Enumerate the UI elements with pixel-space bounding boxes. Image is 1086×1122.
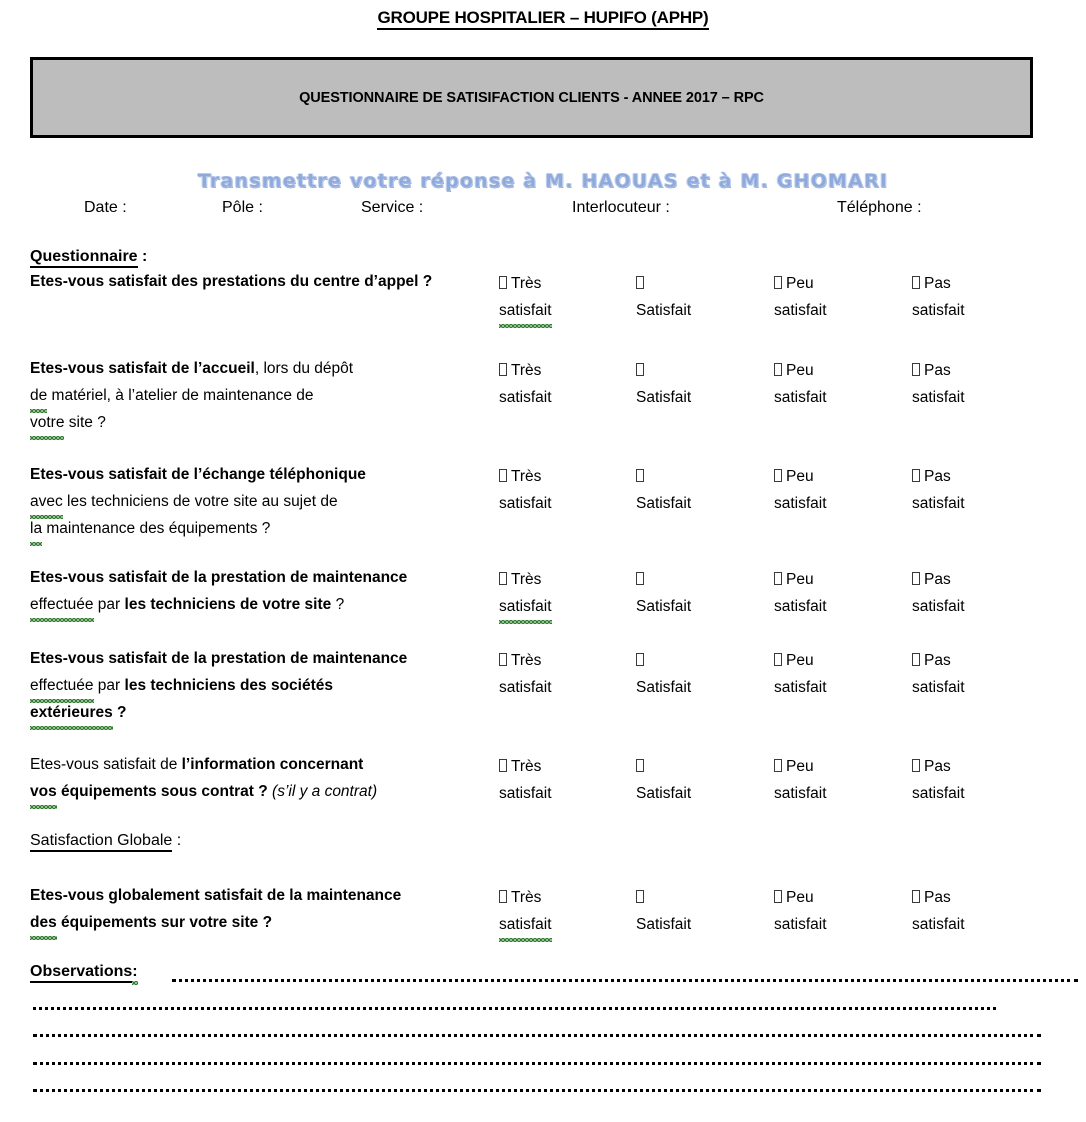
- option-pas-satisfait[interactable]: [912, 647, 965, 701]
- option-label-line1: Très: [511, 889, 542, 906]
- observation-dotted-line[interactable]: [33, 991, 996, 1010]
- option-pas-satisfait[interactable]: [912, 357, 965, 411]
- checkbox-empty-icon[interactable]: [774, 890, 782, 903]
- option-label-line1: Pas: [924, 758, 951, 775]
- option-label-line2: satisfait: [912, 916, 965, 933]
- option-label-line1: Pas: [924, 468, 951, 485]
- option-satisfait[interactable]: [636, 566, 691, 620]
- option-tres-satisfait[interactable]: [499, 647, 552, 701]
- misspelled-word: satisfait: [499, 593, 552, 620]
- option-label-line2: satisfait: [774, 785, 827, 802]
- question-text-run: Etes-vous satisfait de la prestation de maintenance: [30, 569, 408, 586]
- option-label-line2: satisfait: [912, 389, 965, 406]
- option-label-line2: satisfait: [499, 495, 552, 512]
- checkbox-empty-icon[interactable]: [636, 469, 644, 482]
- section-heading-globale: [30, 832, 181, 850]
- misspelled-word: vos: [30, 778, 57, 805]
- page-title: [0, 8, 1086, 28]
- option-label-line2: satisfait: [774, 495, 827, 512]
- checkbox-empty-icon[interactable]: [499, 653, 507, 666]
- option-label-line1: Très: [511, 468, 542, 485]
- option-label-line2: satisfait: [774, 389, 827, 406]
- question-text-run: maintenance des équipements ?: [42, 520, 271, 537]
- observation-dotted-line[interactable]: [33, 1073, 1041, 1092]
- option-satisfait[interactable]: [636, 357, 691, 411]
- misspelled-word: effectuée: [30, 672, 94, 699]
- option-label-line1: Très: [511, 571, 542, 588]
- question-text-run: ?: [112, 704, 127, 721]
- option-label-line2: Satisfait: [636, 679, 692, 696]
- option-label-line2: Satisfait: [636, 916, 692, 933]
- question-text-run: les techniciens de votre site au sujet de: [62, 493, 338, 510]
- checkbox-empty-icon[interactable]: [912, 890, 920, 903]
- form-fields-row: [0, 199, 1086, 223]
- option-label-line2: Satisfait: [636, 302, 692, 319]
- question-text-run: ?: [331, 596, 345, 613]
- question-text-run: site ?: [64, 414, 106, 431]
- answer-options-q4: [0, 566, 1086, 622]
- question-text-run: les techniciens de votre site: [124, 596, 332, 613]
- option-tres-satisfait[interactable]: [499, 753, 552, 807]
- option-label-line2: satisfait: [912, 495, 965, 512]
- option-label-line1: Peu: [786, 571, 814, 588]
- observation-dotted-line[interactable]: [172, 963, 1078, 982]
- checkbox-empty-icon[interactable]: [912, 759, 920, 772]
- banner-box: [30, 57, 1033, 138]
- question-text-run: (s’il y a contrat): [272, 783, 378, 800]
- misspelled-word: avec: [30, 488, 63, 515]
- question-text-run: par: [93, 677, 125, 694]
- question-text-run: Etes-vous satisfait des prestations du centre d’appel ?: [30, 273, 433, 290]
- checkbox-empty-icon[interactable]: [774, 759, 782, 772]
- question-text-run: équipements sous contrat ?: [56, 783, 273, 800]
- option-label-line1: Pas: [924, 652, 951, 669]
- option-label-line2: satisfait: [912, 679, 965, 696]
- misspelled-word: satisfait: [499, 911, 552, 938]
- checkbox-empty-icon[interactable]: [636, 653, 644, 666]
- option-label-line2: [499, 911, 552, 938]
- option-tres-satisfait[interactable]: [499, 884, 552, 938]
- checkbox-empty-icon[interactable]: [774, 469, 782, 482]
- option-pas-satisfait[interactable]: [912, 566, 965, 620]
- section-heading-observations: [30, 963, 138, 981]
- checkbox-empty-icon[interactable]: [912, 653, 920, 666]
- misspelled-word: votre: [30, 409, 64, 436]
- checkbox-empty-icon[interactable]: [774, 653, 782, 666]
- answer-options-q2: [0, 357, 1086, 413]
- checkbox-empty-icon[interactable]: [636, 572, 644, 585]
- banner-title: QUESTIONNAIRE DE SATISIFACTION CLIENTS - ANNEE 2017 – RPC: [299, 90, 764, 106]
- checkbox-empty-icon[interactable]: [912, 469, 920, 482]
- checkbox-empty-icon[interactable]: [636, 363, 644, 376]
- field-label-pole: Pôle :: [222, 199, 263, 216]
- option-label-line1: Très: [511, 652, 542, 669]
- misspelled-word: satisfait: [499, 297, 552, 324]
- section-heading-questionnaire-label: Questionnaire: [30, 248, 138, 268]
- option-label-line2: satisfait: [912, 302, 965, 319]
- field-label-telephone: Téléphone :: [837, 199, 922, 216]
- option-label-line2: satisfait: [499, 785, 552, 802]
- option-pas-satisfait[interactable]: [912, 884, 965, 938]
- option-satisfait[interactable]: [636, 647, 691, 701]
- section-heading-globale-label: Satisfaction Globale: [30, 832, 172, 852]
- checkbox-empty-icon[interactable]: [636, 276, 644, 289]
- checkbox-empty-icon[interactable]: [636, 890, 644, 903]
- checkbox-empty-icon[interactable]: [774, 572, 782, 585]
- option-label-line1: Pas: [924, 275, 951, 292]
- option-tres-satisfait[interactable]: [499, 463, 552, 517]
- option-label-line1: Pas: [924, 889, 951, 906]
- answer-options-q7: [0, 884, 1086, 940]
- option-peu-satisfait[interactable]: [774, 753, 827, 807]
- misspelled-word: extérieures: [30, 699, 113, 726]
- option-label-line2: [499, 593, 552, 620]
- option-peu-satisfait[interactable]: [774, 566, 827, 620]
- checkbox-empty-icon[interactable]: [774, 363, 782, 376]
- field-label-service: Service :: [361, 199, 424, 216]
- question-line: [30, 515, 500, 542]
- option-label-line2: satisfait: [774, 679, 827, 696]
- misspelled-word: effectuée: [30, 591, 94, 618]
- question-text-run: Etes-vous satisfait de l’accueil: [30, 360, 255, 377]
- answer-options-q6: [0, 753, 1086, 809]
- question-text-run: Etes-vous satisfait de l’échange téléphonique: [30, 466, 366, 483]
- option-peu-satisfait[interactable]: [774, 357, 827, 411]
- question-text-run: Etes-vous satisfait de la prestation de maintenance: [30, 650, 408, 667]
- option-tres-satisfait[interactable]: [499, 270, 552, 324]
- option-label-line2: satisfait: [499, 389, 552, 406]
- option-label-line2: satisfait: [912, 598, 965, 615]
- option-label-line1: Très: [511, 275, 542, 292]
- checkbox-empty-icon[interactable]: [499, 572, 507, 585]
- section-heading-globale-colon: :: [172, 832, 182, 849]
- question-line: [30, 699, 500, 726]
- question-text-run: Etes-vous globalement satisfait de la maintenance: [30, 887, 402, 904]
- observation-dotted-line[interactable]: [33, 1046, 1041, 1065]
- option-satisfait[interactable]: [636, 753, 691, 807]
- question-text-run: , lors du dépôt: [254, 360, 354, 377]
- option-label-line2: Satisfait: [636, 598, 692, 615]
- answer-options-q3: [0, 463, 1086, 519]
- checkbox-empty-icon[interactable]: [499, 890, 507, 903]
- checkbox-empty-icon[interactable]: [499, 469, 507, 482]
- question-text-run: les techniciens des sociétés: [124, 677, 334, 694]
- option-satisfait[interactable]: [636, 463, 691, 517]
- option-label-line1: Pas: [924, 362, 951, 379]
- observation-dotted-line[interactable]: [33, 1018, 1041, 1037]
- option-label-line2: Satisfait: [636, 785, 692, 802]
- checkbox-empty-icon[interactable]: [912, 572, 920, 585]
- misspelled-word: la: [30, 515, 42, 542]
- option-label-line2: satisfait: [774, 302, 827, 319]
- option-label-line2: satisfait: [912, 785, 965, 802]
- option-label-line2: [499, 297, 552, 324]
- misspelled-word: des: [30, 909, 57, 936]
- option-tres-satisfait[interactable]: [499, 357, 552, 411]
- section-heading-observations-label: Observations: [30, 963, 132, 983]
- option-label-line2: Satisfait: [636, 389, 692, 406]
- question-text-run: par: [93, 596, 125, 613]
- misspelled-word: de: [30, 382, 47, 409]
- checkbox-empty-icon[interactable]: [774, 276, 782, 289]
- option-label-line1: Peu: [786, 275, 814, 292]
- section-heading-questionnaire: [30, 248, 147, 266]
- section-heading-observations-colon: :: [132, 963, 138, 980]
- checkbox-empty-icon[interactable]: [499, 759, 507, 772]
- question-text-run: équipements sur votre site ?: [56, 914, 273, 931]
- checkbox-empty-icon[interactable]: [636, 759, 644, 772]
- question-text-run: matériel, à l’atelier de maintenance de: [47, 387, 314, 404]
- field-label-date: Date :: [84, 199, 127, 216]
- option-pas-satisfait[interactable]: [912, 270, 965, 324]
- option-peu-satisfait[interactable]: [774, 884, 827, 938]
- checkbox-empty-icon[interactable]: [499, 363, 507, 376]
- option-label-line1: Peu: [786, 889, 814, 906]
- option-label-line1: Peu: [786, 652, 814, 669]
- option-satisfait[interactable]: [636, 884, 691, 938]
- question-line: [30, 409, 500, 436]
- option-tres-satisfait[interactable]: [499, 566, 552, 620]
- page-title-text: GROUPE HOSPITALIER – HUPIFO (APHP): [377, 8, 708, 30]
- question-text-run: Etes-vous satisfait de: [30, 756, 182, 773]
- option-label-line2: satisfait: [774, 598, 827, 615]
- answer-options-q5: [0, 647, 1086, 703]
- instruction-wordart: Transmettre votre réponse à M. HAOUAS et à M. GHOMARI: [197, 170, 889, 192]
- option-label-line1: Peu: [786, 468, 814, 485]
- option-satisfait[interactable]: [636, 270, 691, 324]
- option-label-line1: Peu: [786, 758, 814, 775]
- option-pas-satisfait[interactable]: [912, 463, 965, 517]
- checkbox-empty-icon[interactable]: [912, 363, 920, 376]
- option-label-line2: satisfait: [774, 916, 827, 933]
- option-peu-satisfait[interactable]: [774, 463, 827, 517]
- section-heading-questionnaire-colon: :: [137, 248, 148, 265]
- field-label-interlocuteur: Interlocuteur :: [572, 199, 670, 216]
- checkbox-empty-icon[interactable]: [499, 276, 507, 289]
- option-peu-satisfait[interactable]: [774, 270, 827, 324]
- answer-options-q1: [0, 270, 1086, 326]
- option-label-line1: Très: [511, 362, 542, 379]
- option-label-line1: Pas: [924, 571, 951, 588]
- checkbox-empty-icon[interactable]: [912, 276, 920, 289]
- option-peu-satisfait[interactable]: [774, 647, 827, 701]
- question-text-run: l’information concernant: [181, 756, 364, 773]
- option-label-line2: Satisfait: [636, 495, 692, 512]
- option-pas-satisfait[interactable]: [912, 753, 965, 807]
- option-label-line1: Très: [511, 758, 542, 775]
- option-label-line2: satisfait: [499, 679, 552, 696]
- option-label-line1: Peu: [786, 362, 814, 379]
